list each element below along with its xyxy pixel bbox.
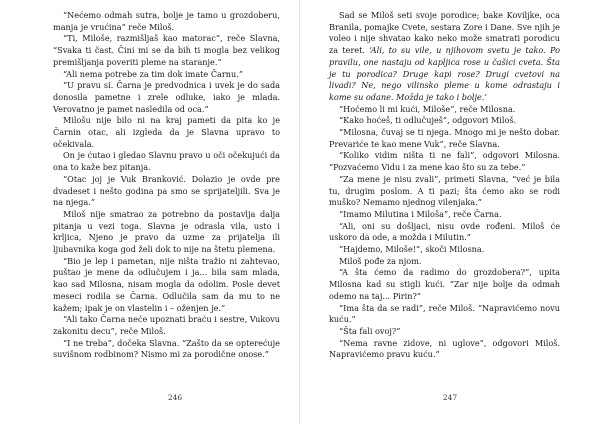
paragraph: “Nećemo odmah sutra, bolje je tamo u grozdoberu, manja je vrućina” reče Miloš. <box>53 10 280 32</box>
paragraph: “Ima šta da se radi”, reče Miloš. “Napravićemo novu kuću.” <box>329 302 560 325</box>
left-page-text <box>53 10 280 361</box>
paragraph: “I ne treba”, dočeka Slavna. “Zašto da se opterećuje suvišnom rodbinom? Nismo mi za porodične onose.” <box>53 337 280 360</box>
paragraph: “Otac joj je Vuk Branković. Dolazio je ovde pre dvadeset i nešto godina pa smo se sprijateljili. Sva je na njega.” <box>53 173 280 208</box>
paragraph: “Nema ravne zidove, ni uglove”, odgovori Miloš. Napravićemo pravu kuću.” <box>329 337 560 360</box>
paragraph: “Bio je lep i pametan, nije ništa tražio ni zahtevao, puštao je mene da odlučujem i ja... bila sam mlada, kao sad Milosna, nisam mogla da odolim. Posle devet meseci rodila se Čarna. Odlučila sam da mu to ne kažem; ipak je on vlastelin i – oženjen je.” <box>53 255 280 313</box>
paragraph: “Ali tako Čarna neće upoznati braću i sestre, Vukovu zakonitu decu”, reče Miloš. <box>53 314 280 336</box>
paragraph: “Milosna, čuvaj se ti njega. Mnogo mi je nešto dobar. Prevariće te kao mene Vuk”, reče Slavna. <box>329 127 560 149</box>
paragraph: “Koliko vidim ništa ti ne fali”, odgovori Milosna. “Pozvaćemo Vidu i za mene kao što su za tebe.” <box>329 150 560 173</box>
italic-thought: ‘Ali, to su vile, u njihovom svetu je tako. Po pravilu, one nastaju od kapljica rose u čašici cveta. Šta je tu porodica? Druge kapi rose? Drugi cvetovi na livadi? Ne, nego vilinsko pleme u kome odrastaju i kome su odane. Možda je tako i bolje.’ <box>329 45 561 102</box>
paragraph: Miloš pođe za njom. <box>339 255 422 266</box>
paragraph: “U pravu si. Čarna je predvodnica i uvek je do sada donosila pametne i zrele odluke, iako je mlada. Verovatno je pamet nasledila od oca.” <box>53 80 280 114</box>
paragraph: “Ali nema potrebe za tim dok imate Čarnu.” <box>63 68 243 79</box>
right-page <box>300 0 600 424</box>
paragraph-text: Sad se Miloš seti svoje porodice; bake Koviljke, oca Branila, pomajke Cvete, sestara Zore i Dane. Sve njih je voleo i nije shvatao kako neko može smatrati porodicu za teret. <box>329 10 560 56</box>
paragraph: “Hoćemo li mi kući, Miloše”, reče Milosna. <box>339 103 516 114</box>
paragraph: “Hajdemo, Miloše!”, skoči Milosna. <box>339 244 485 255</box>
paragraph: Miloš nije smatrao za potrebno da postavlja dalja pitanja u vezi toga. Slavna je odrasla vila, usto i krljica, Njeno je pravo da uzme za prijatelja ili ljubavnika koga god želi dok to nije na štetu plemena. <box>53 208 280 255</box>
paragraph: “Ali, oni su došljaci, nisu ovde rođeni. Miloš će uskoro da ode, a možda i Milutin.” <box>329 220 560 243</box>
paragraph: “Za mene je nisu zvali”, primeti Slavna, “već je bila tu, drugim poslom. A ti pazi; šta ćemo ako se rodi muško? Nemamo njednog vilenjaka.” <box>329 173 560 208</box>
page-number: 247 <box>442 393 458 402</box>
right-page-text <box>329 10 560 361</box>
paragraph: “A šta ćemo da radimo do grozdobera?”, upita Milosna kad su stigli kući. “Zar nije bolje da odmah odemo na taj... Pirin?” <box>329 267 560 301</box>
paragraph: Milošu nije bilo ni na kraj pameti da pita ko je Čarnin otac, ali izgleda da je Slavna upravo to očekivala. <box>53 115 280 149</box>
paragraph: “Šta fali ovoj?” <box>339 325 401 336</box>
page-number: 246 <box>167 393 183 402</box>
paragraph <box>329 10 560 104</box>
paragraph: “Kako hoćeš, ti odlučuješ”, odgovori Miloš. <box>339 115 517 126</box>
paragraph: On je ćutao i gledao Slavnu pravo u oči očekujući da ona to kaže bez pitanja. <box>53 150 280 173</box>
paragraph: “Imamo Milutina i Miloša”, reče Čarna. <box>339 208 502 219</box>
paragraph: “Ti, Miloše, razmišljaš kao matorac”, reče Slavna, “Svaka ti čast. Čini mi se da bih ti mogla bez velikog premišljanja poveriti pleme na staranje.” <box>53 33 280 67</box>
